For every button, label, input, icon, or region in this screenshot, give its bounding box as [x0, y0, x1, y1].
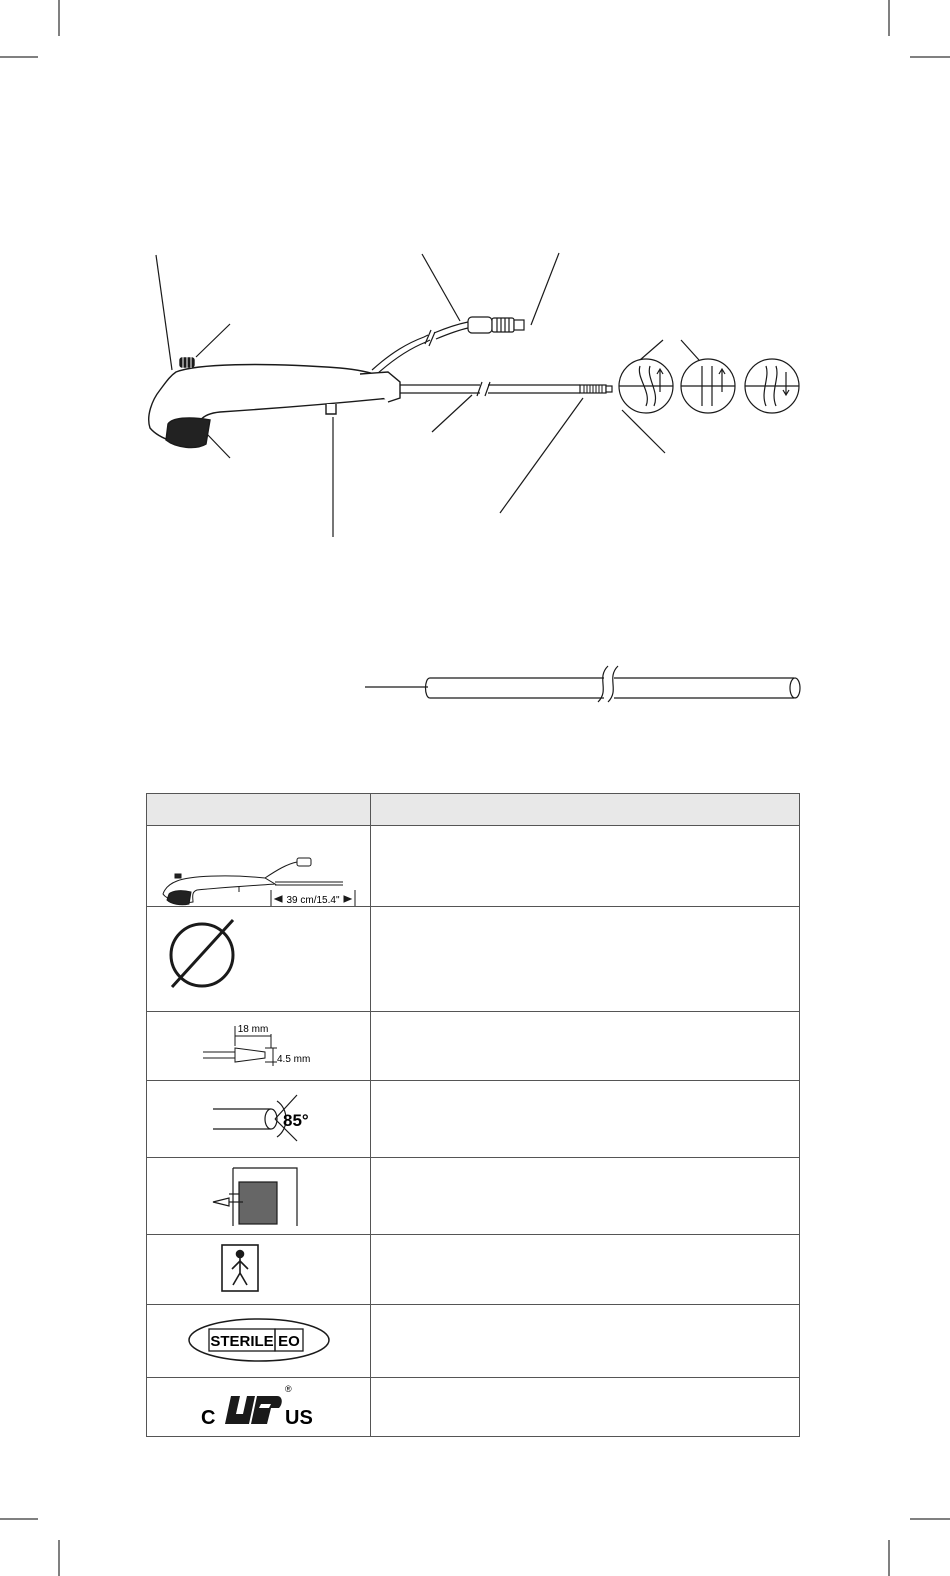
ul-mark-description: [371, 1378, 800, 1437]
accessory-tube: [365, 666, 800, 702]
tip-detail-circle-1: [619, 359, 673, 413]
eo-label: EO: [278, 1333, 300, 1350]
tip-detail-circle-2: [681, 359, 735, 413]
table-row: [147, 907, 800, 1012]
device-length-description: [371, 826, 800, 907]
cable: [372, 322, 468, 374]
device-length-label: 39 cm/15.4": [286, 895, 340, 906]
tip-detail-circles: [619, 359, 799, 413]
ul-mark-symbol: [147, 1378, 371, 1437]
sterile-label: STERILE: [210, 1333, 274, 1350]
device-length-symbol: [147, 826, 371, 907]
sterile-eo-description: [371, 1305, 800, 1378]
tip-detail-circle-3: [745, 359, 799, 413]
angle-label: 85°: [283, 1111, 309, 1130]
table-row: [147, 1235, 800, 1305]
ul-us-label: US: [285, 1407, 313, 1429]
ul-logo: [225, 1396, 282, 1424]
device-diagram: [0, 0, 950, 760]
table-row: [147, 826, 800, 907]
connector-port-description: [371, 1158, 800, 1235]
tip-width-label: 4.5 mm: [277, 1054, 311, 1065]
table-header-row: [147, 794, 800, 826]
symbol-table: [146, 793, 800, 1437]
table-row: [147, 1012, 800, 1081]
header-symbol: [147, 794, 371, 826]
tip-length-label: 18 mm: [237, 1024, 269, 1035]
connector: [468, 317, 524, 333]
type-bf-symbol: [147, 1235, 371, 1305]
connector-port-symbol: [147, 1158, 371, 1235]
type-bf-description: [371, 1235, 800, 1305]
handle: [149, 356, 400, 447]
articulation-angle-description: [371, 1081, 800, 1158]
table-row: [147, 1378, 800, 1437]
sterile-eo-symbol: [147, 1305, 371, 1378]
articulation-angle-symbol: [147, 1081, 371, 1158]
table-row: [147, 1081, 800, 1158]
table-row: [147, 1158, 800, 1235]
diameter-symbol: [147, 907, 371, 1012]
shaft: [400, 382, 612, 396]
ul-c-label: C: [201, 1407, 216, 1429]
header-description: [371, 794, 800, 826]
diameter-description: [371, 907, 800, 1012]
table-row: [147, 1305, 800, 1378]
registered-mark: ®: [285, 1384, 292, 1394]
tip-dimensions-symbol: [147, 1012, 371, 1081]
tip-dimensions-description: [371, 1012, 800, 1081]
